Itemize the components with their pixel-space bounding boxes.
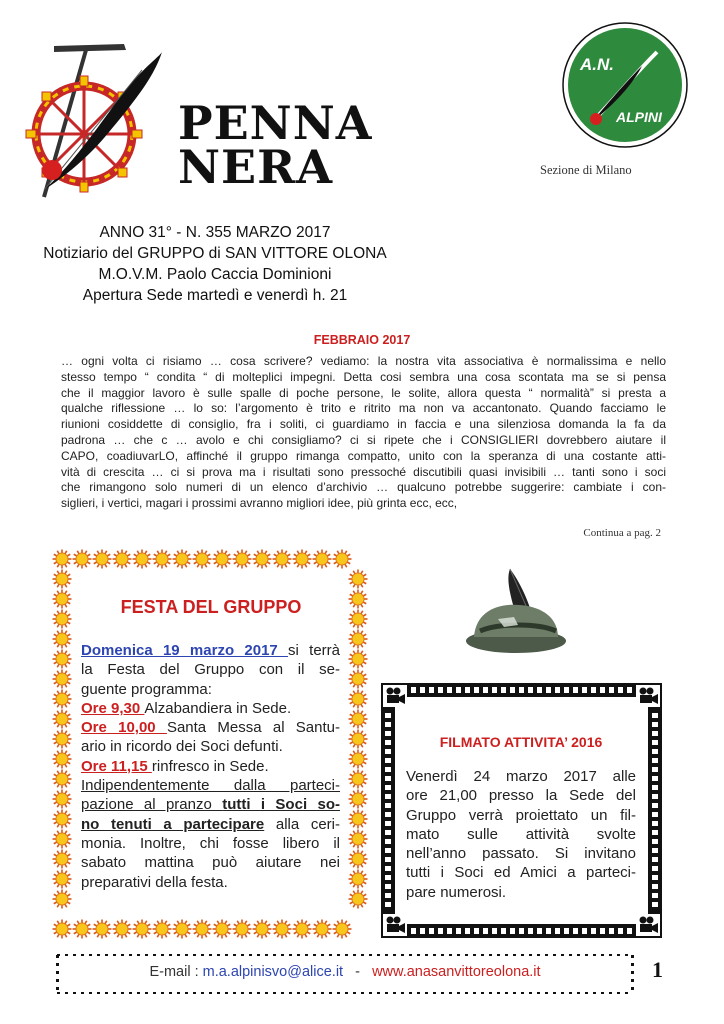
sun-icon: [349, 710, 368, 729]
sun-icon: [93, 920, 112, 939]
festa-line: Indipendentemente dalla parteci-: [81, 777, 340, 795]
website-link[interactable]: www.anasanvittoreolona.it: [372, 964, 541, 980]
email-label: E-mail :: [149, 964, 203, 980]
ana-badge-icon: [562, 22, 688, 148]
editorial-line: siglieri, i vertici, magari i prossimi avranno migliori idee, più grinta ecc, ecc,: [61, 496, 458, 511]
editorial-line: che il maggior lavoro è sulle spalle di poche persone, le solite, allora questa “ normalità” si presta a: [61, 385, 666, 400]
footer-contacts: [64, 964, 626, 980]
footer-separator: -: [343, 964, 373, 980]
sun-icon: [349, 810, 368, 829]
sun-icon: [349, 630, 368, 649]
sun-icon: [53, 920, 72, 939]
sun-icon: [133, 920, 152, 939]
sun-icon: [349, 830, 368, 849]
sun-icon: [349, 850, 368, 869]
sun-icon: [349, 650, 368, 669]
festa-line: monia. Inoltre, chi fosse libero il: [81, 834, 340, 852]
festa-line: preparativi della festa.: [81, 873, 228, 891]
sun-icon: [73, 920, 92, 939]
festa-text: pazione al pranzo: [81, 796, 223, 814]
editorial-line: CAPO, coadiuvarLO, affinché il gruppo rimanga compatto, unito con la speranza di una costante atti-: [61, 448, 666, 463]
sun-icon: [293, 550, 312, 569]
alpine-hat-image: [458, 565, 580, 661]
sun-icon: [53, 770, 72, 789]
sun-icon: [313, 550, 332, 569]
film-camera-icon: [383, 685, 407, 707]
editorial-line: … ogni volta ci risiamo … cosa scrivere? vediamo: la nostra vita associativa è normalissima e nello: [61, 354, 666, 368]
sun-icon: [253, 920, 272, 939]
sun-icon: [349, 750, 368, 769]
sun-icon: [53, 650, 72, 669]
filmato-title: FILMATO ATTIVITA’ 2016: [439, 734, 603, 750]
editorial-line: vità di crescita … ci si prova ma i risultati sono pressoché discutibili quasi invisibili … tanti sono i soci: [61, 464, 666, 479]
sun-icon: [349, 670, 368, 689]
sun-icon: [253, 550, 272, 569]
wheel-pen-icon: [14, 22, 164, 202]
festa-text: alla ceri-: [264, 815, 340, 833]
page-number: 1: [652, 957, 663, 982]
sun-icon: [349, 690, 368, 709]
sun-icon: [53, 750, 72, 769]
sun-icon: [333, 550, 352, 569]
festa-line: sabato mattina può aiutare nei: [81, 854, 340, 872]
film-camera-icon: [636, 914, 660, 936]
editorial-line: stesso tempo “ condita “ di molteplici impegni. Detta cosi sembra una cosa scontata ma se si pensa: [61, 369, 666, 384]
festa-emphasis: no tenuti a partecipare: [81, 815, 265, 833]
film-strip-left: [381, 683, 395, 938]
sun-icon: [273, 920, 292, 939]
time-label: Ore 9,30: [81, 699, 145, 717]
sun-icon: [53, 890, 72, 909]
sun-icon: [193, 550, 212, 569]
sun-icon: [153, 920, 172, 939]
editorial-body: [61, 354, 666, 512]
sun-icon: [113, 550, 132, 569]
ana-text-bottom: ALPINI: [616, 109, 662, 125]
editorial-line: che rimangono solo numeri di un elenco d’archivio … qualcuno potrebbe suggerire: cambiate i con-: [61, 480, 666, 495]
sun-icon: [213, 550, 232, 569]
issue-line: ANNO 31° - N. 355 MARZO 2017: [99, 224, 331, 241]
sun-icon: [133, 550, 152, 569]
sun-icon: [53, 850, 72, 869]
sun-icon: [53, 550, 72, 569]
film-camera-icon: [383, 914, 407, 936]
editorial-line: riunioni cosiddette di consiglio, fra i soliti, ci guardiamo in faccia e una silenziosa domanda la fa da: [61, 417, 666, 432]
sun-icon: [349, 610, 368, 629]
film-strip-right: [648, 683, 662, 938]
sun-icon: [349, 590, 368, 609]
festa-title: FESTA DEL GRUPPO: [120, 597, 302, 617]
penna-nera-logo: [14, 22, 164, 202]
sun-icon: [233, 920, 252, 939]
continua-link: Continua a pag. 2: [583, 527, 661, 539]
filmato-line: ore 21,00 presso la Sede del: [406, 787, 636, 805]
sun-icon: [173, 550, 192, 569]
masthead-title-line1: PENNA: [178, 96, 373, 150]
filmato-body: [406, 767, 636, 902]
email-link[interactable]: m.a.alpinisvo@alice.it: [202, 964, 344, 980]
festa-body: [81, 641, 340, 892]
sezione-label: Sezione di Milano: [540, 163, 632, 177]
editorial-line: qualche riflessione … lo so: l’argomento è trito e ritrito ma non va accantonato. Quando facciamo le: [61, 401, 666, 416]
time-text: Santa Messa al Santu-: [166, 719, 340, 737]
filmato-line: mato sulle attività svolte: [406, 825, 636, 843]
festa-text: si terrà: [288, 642, 341, 659]
sun-icon: [53, 610, 72, 629]
filmato-line: Venerdì 24 marzo 2017 alle: [406, 768, 636, 785]
sun-icon: [213, 920, 232, 939]
time-text: rinfresco in Sede.: [151, 757, 269, 775]
sun-icon: [173, 920, 192, 939]
sun-icon: [233, 550, 252, 569]
sun-icon: [349, 890, 368, 909]
festa-emphasis: tutti i Soci so-: [222, 796, 340, 814]
sun-icon: [53, 710, 72, 729]
festa-line: guente programma:: [81, 680, 212, 698]
alpine-hat-icon: [458, 565, 580, 661]
sun-icon: [53, 630, 72, 649]
group-line: Notiziario del GRUPPO di SAN VITTORE OLONA: [43, 245, 387, 262]
time-label: Ore 11,15: [81, 757, 152, 775]
sun-icon: [349, 570, 368, 589]
sun-icon: [53, 730, 72, 749]
sun-icon: [273, 550, 292, 569]
sun-icon: [53, 870, 72, 889]
film-camera-icon: [636, 685, 660, 707]
masthead-title-line2: NERA: [178, 140, 334, 194]
time-label: Ore 10,00: [81, 719, 167, 737]
movm-line: M.O.V.M. Paolo Caccia Dominioni: [98, 266, 332, 283]
sun-icon: [53, 810, 72, 829]
ana-logo: [562, 22, 688, 148]
sun-icon: [333, 920, 352, 939]
sun-icon: [293, 920, 312, 939]
filmato-line: nell’anno passato. Si invitano: [406, 845, 636, 863]
ana-text-top: A.N.: [580, 55, 614, 74]
sun-icon: [349, 870, 368, 889]
time-text: Alzabandiera in Sede.: [144, 699, 292, 717]
sun-icon: [73, 550, 92, 569]
sun-icon: [53, 790, 72, 809]
festa-line: la Festa del Gruppo con il se-: [81, 661, 340, 679]
sun-icon: [93, 550, 112, 569]
sun-icon: [53, 590, 72, 609]
sun-icon: [349, 790, 368, 809]
filmato-line: tutti i Soci ed Amici a parteci-: [406, 864, 636, 882]
sun-icon: [193, 920, 212, 939]
sun-icon: [153, 550, 172, 569]
editorial-heading: FEBBRAIO 2017: [313, 333, 411, 347]
filmato-line: pare numerosi.: [406, 883, 507, 901]
issue-info: [40, 222, 390, 306]
sun-icon: [53, 830, 72, 849]
festa-line: ario in ricordo dei Soci defunti.: [81, 738, 283, 756]
filmato-line: Gruppo verrà proiettato un fil-: [406, 806, 636, 824]
sun-icon: [349, 730, 368, 749]
editorial-line: padrona … che c … avolo e chi consigliamo? ci si ripete che i CONSIGLIERI dovrebbero aiutare il: [61, 432, 666, 447]
sun-icon: [113, 920, 132, 939]
sun-icon: [53, 690, 72, 709]
sun-icon: [53, 570, 72, 589]
festa-date: Domenica 19 marzo 2017: [81, 642, 289, 659]
sun-icon: [313, 920, 332, 939]
opening-line: Apertura Sede martedì e venerdì h. 21: [82, 287, 348, 304]
sun-icon: [53, 670, 72, 689]
sun-icon: [349, 770, 368, 789]
